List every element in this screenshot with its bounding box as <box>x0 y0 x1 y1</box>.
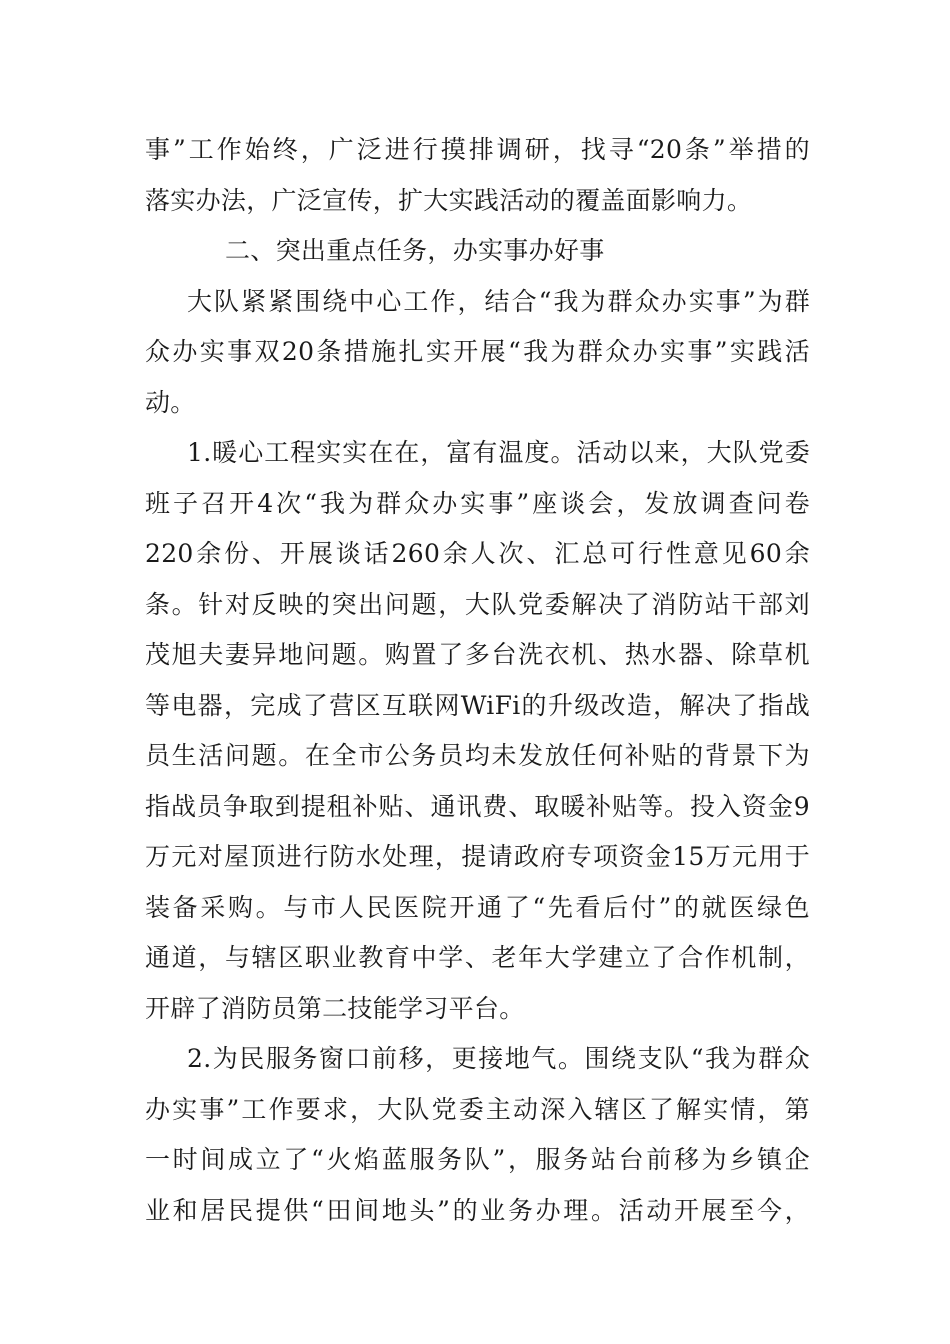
text-line: 装备采购。与市人民医院开通了“先看后付”的就医绿色 <box>145 892 810 922</box>
text-line: 220余份、开展谈话260余人次、汇总可行性意见60余 <box>145 539 810 568</box>
text-line: 众办实事双20条措施扎实开展“我为群众办实事”实践活 <box>145 337 810 366</box>
text-line: 员生活问题。在全市公务员均未发放任何补贴的背景下为 <box>145 741 810 770</box>
document-body <box>145 125 810 1236</box>
section-heading-text: 二、突出重点任务，办实事办好事 <box>225 236 605 265</box>
text-line: 等电器，完成了营区互联网WiFi的升级改造，解决了指战 <box>145 690 810 720</box>
text-line: 业和居民提供“田间地头”的业务办理。活动开展至今， <box>145 1195 810 1225</box>
section-heading <box>145 226 810 277</box>
text-line: 办实事”工作要求，大队党委主动深入辖区了解实情，第 <box>145 1094 810 1124</box>
text-line: 事”工作始终，广泛进行摸排调研，找寻“20条”举措的 <box>145 135 810 164</box>
paragraph-item-1 <box>145 428 810 1034</box>
text-line: 一时间成立了“火焰蓝服务队”，服务站台前移为乡镇企 <box>145 1145 810 1174</box>
text-line: 万元对屋顶进行防水处理，提请政府专项资金15万元用于 <box>145 842 810 871</box>
text-line: 大队紧紧围绕中心工作，结合“我为群众办实事”为群 <box>187 286 810 316</box>
text-line: 开辟了消防员第二技能学习平台。 <box>145 993 525 1023</box>
paragraph-overview <box>145 277 810 429</box>
text-line: 2.为民服务窗口前移，更接地气。围绕支队“我为群众 <box>187 1044 810 1073</box>
text-line: 茂旭夫妻异地问题。购置了多台洗衣机、热水器、除草机 <box>145 640 810 669</box>
paragraph-intro-continuation <box>145 125 810 226</box>
text-line: 动。 <box>145 387 196 417</box>
text-line: 指战员争取到提租补贴、通讯费、取暖补贴等。投入资金9 <box>145 791 810 821</box>
paragraph-item-2 <box>145 1034 810 1236</box>
text-line: 1.暖心工程实实在在，富有温度。活动以来，大队党委 <box>187 438 810 467</box>
text-line: 班子召开4次“我为群众办实事”座谈会，发放调查问卷 <box>145 488 810 518</box>
text-line: 条。针对反映的突出问题，大队党委解决了消防站干部刘 <box>145 589 810 619</box>
text-line: 通道，与辖区职业教育中学、老年大学建立了合作机制， <box>145 943 810 972</box>
text-line: 落实办法，广泛宣传，扩大实践活动的覆盖面影响力。 <box>145 185 753 215</box>
